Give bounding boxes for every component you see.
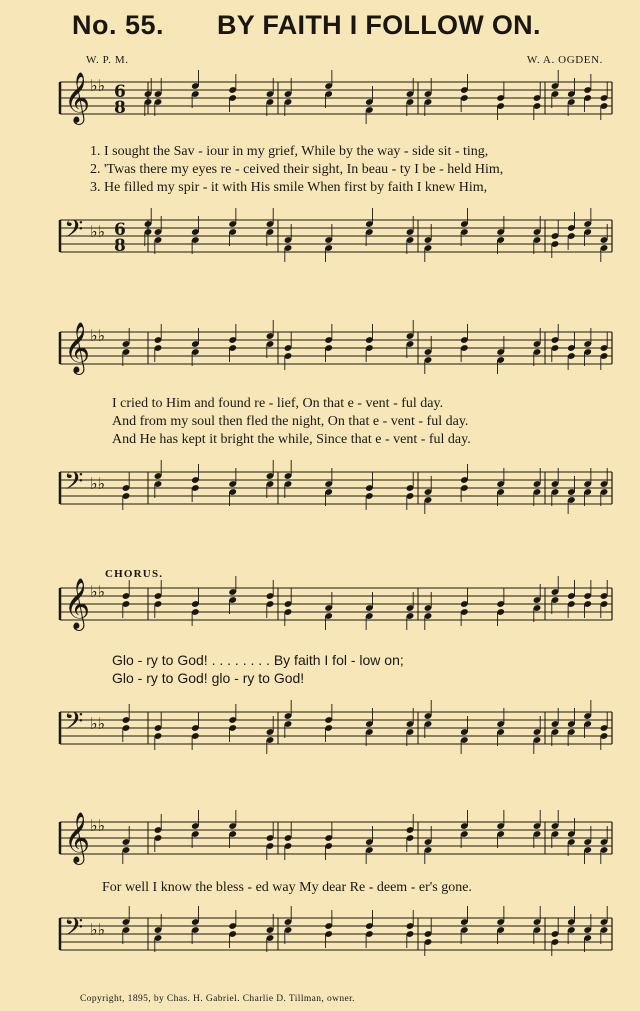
lyric-line: I cried to Him and found re - lief, On that e - vent - ful day. xyxy=(112,396,444,411)
time-signature-top: 6 xyxy=(114,220,126,240)
bass-clef-icon: 𝄢 xyxy=(64,707,84,742)
lyric-line: Glo - ry to God! . . . . . . . . By faith I fol - low on; xyxy=(112,652,404,668)
bass-staff xyxy=(0,702,640,762)
time-signature-bottom: 8 xyxy=(114,98,126,118)
key-signature-flats: ♭♭ xyxy=(90,920,106,939)
staff-lines xyxy=(60,82,612,114)
hymn-title: BY FAITH I FOLLOW ON. xyxy=(217,10,541,40)
staff-lines xyxy=(60,712,612,744)
lyric-line: 1. I sought the Sav - iour in my grief, While by the way - side sit - ting, xyxy=(90,144,489,159)
staff-lines xyxy=(60,588,612,620)
staff-lines xyxy=(60,918,612,950)
note-heads xyxy=(122,460,609,514)
treble-clef-icon: 𝄞 xyxy=(64,72,91,123)
staff-lines xyxy=(60,220,612,252)
lyric-line: And He has kept it bright the while, Since that e - vent - ful day. xyxy=(112,432,471,447)
chorus-label: CHORUS. xyxy=(105,568,164,580)
lyricist-credit: W. P. M. xyxy=(86,54,129,66)
key-signature-flats: ♭♭ xyxy=(90,222,106,241)
bass-staff xyxy=(0,210,640,270)
lyric-line: 2. 'Twas there my eyes re - ceived their sight, In beau - ty I be - held Him, xyxy=(90,162,504,177)
staff-lines xyxy=(60,472,612,504)
treble-clef-icon: 𝄞 xyxy=(64,812,91,863)
bass-clef-icon: 𝄢 xyxy=(64,913,84,948)
treble-staff xyxy=(0,578,640,638)
note-heads xyxy=(144,70,609,124)
treble-staff xyxy=(0,322,640,382)
note-heads xyxy=(122,320,609,374)
note-heads xyxy=(122,810,609,864)
staff-lines xyxy=(60,332,612,364)
treble-staff xyxy=(0,812,640,872)
bass-staff xyxy=(0,462,640,522)
bass-clef-icon: 𝄢 xyxy=(64,215,84,250)
key-signature-flats: ♭♭ xyxy=(90,76,106,95)
lyric-line: Glo - ry to God! glo - ry to God! xyxy=(112,670,305,686)
composer-credit: W. A. OGDEN. xyxy=(526,54,603,66)
title-row xyxy=(72,10,620,46)
bass-staff xyxy=(0,908,640,968)
time-signature-bottom: 8 xyxy=(114,236,126,256)
key-signature-flats: ♭♭ xyxy=(90,582,106,601)
treble-staff xyxy=(0,72,640,132)
key-signature-flats: ♭♭ xyxy=(90,326,106,345)
note-heads xyxy=(122,576,609,630)
lyric-line: For well I know the bless - ed way My dear Re - deem - er's gone. xyxy=(102,880,472,895)
bass-clef-icon: 𝄢 xyxy=(64,467,84,502)
key-signature-flats: ♭♭ xyxy=(90,474,106,493)
note-heads xyxy=(144,208,609,262)
note-heads xyxy=(122,906,609,956)
lyric-line: And from my soul then fled the night, On that e - vent - ful day. xyxy=(112,414,469,429)
hymn-number: No. 55. xyxy=(72,10,165,40)
note-heads xyxy=(122,700,609,754)
treble-clef-icon: 𝄞 xyxy=(64,322,91,373)
key-signature-flats: ♭♭ xyxy=(90,714,106,733)
staff-lines xyxy=(60,822,612,854)
lyric-line: 3. He filled my spir - it with His smile When first by faith I knew Him, xyxy=(90,180,488,195)
copyright-notice: Copyright, 1895, by Chas. H. Gabriel. Charlie D. Tillman, owner. xyxy=(80,994,355,1004)
time-signature-top: 6 xyxy=(114,82,126,102)
treble-clef-icon: 𝄞 xyxy=(64,578,91,629)
key-signature-flats: ♭♭ xyxy=(90,816,106,835)
